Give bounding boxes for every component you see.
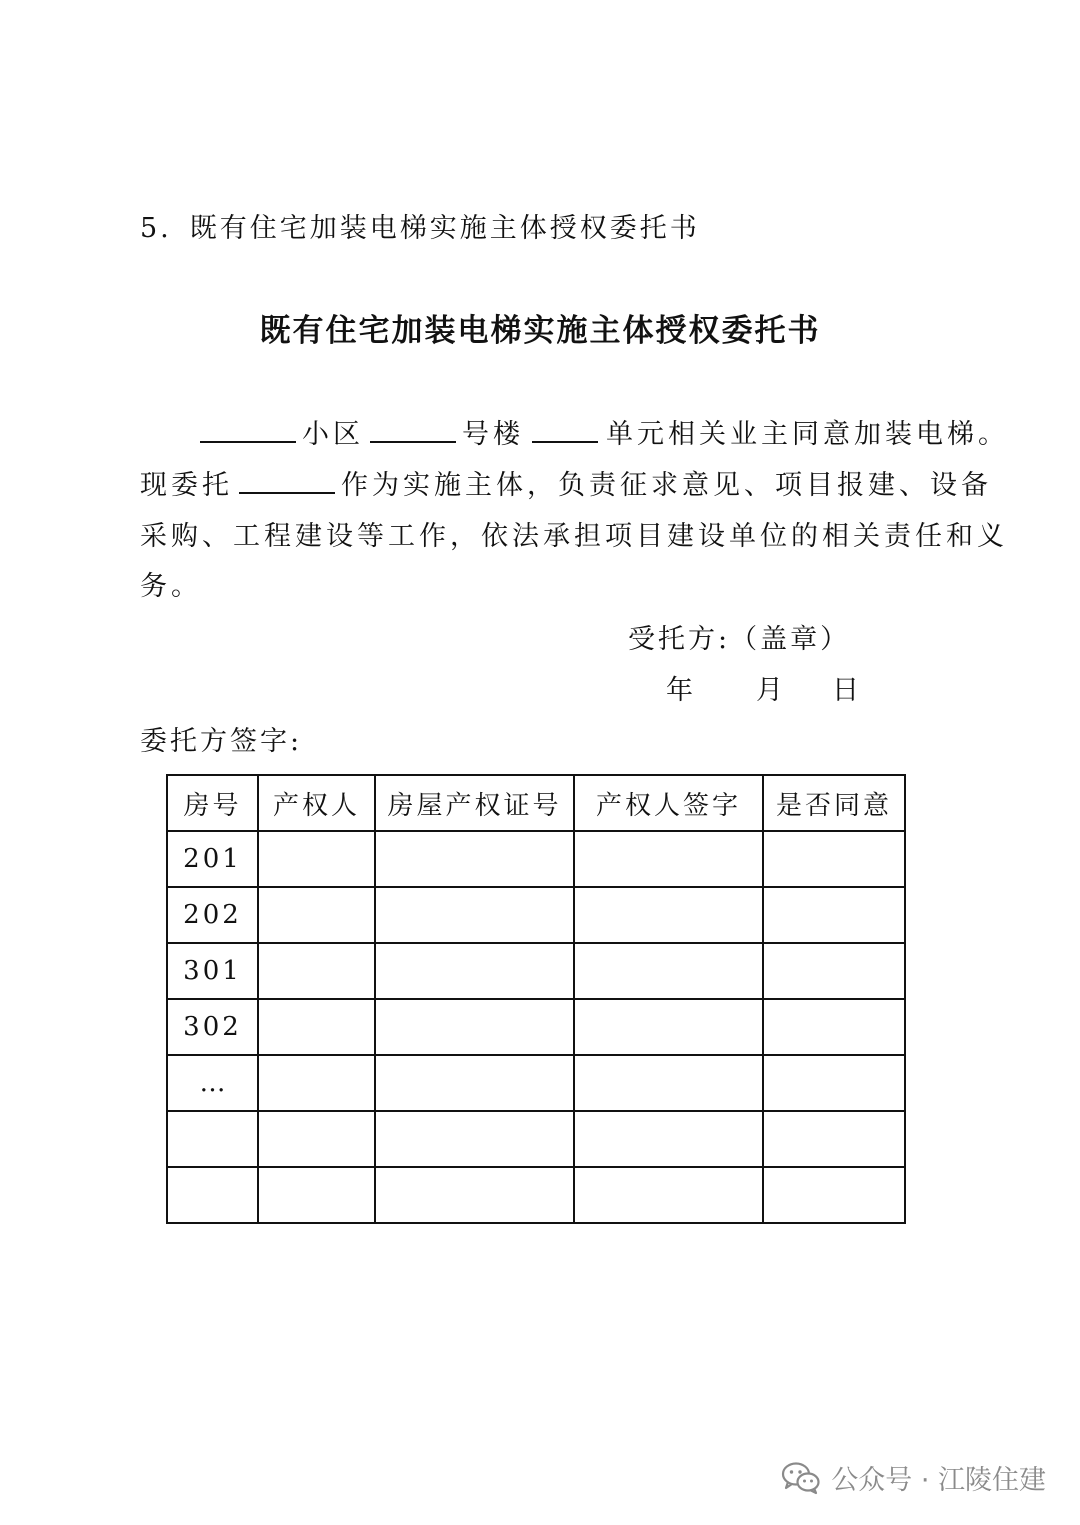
paragraph-line-3: 采购、工程建设等工作，依法承担项目建设单位的相关责任和义 <box>140 521 1008 552</box>
section-heading <box>140 206 700 245</box>
room-number-cell: 202 <box>167 887 258 943</box>
owner-cell[interactable] <box>258 1055 375 1111</box>
signature-cell[interactable] <box>574 1167 763 1223</box>
signature-cell[interactable] <box>574 831 763 887</box>
community-name-blank[interactable] <box>200 417 296 443</box>
section-number: 5. <box>140 213 172 244</box>
owner-cell[interactable] <box>258 1167 375 1223</box>
owner-cell[interactable] <box>258 943 375 999</box>
date-year-label: 年 <box>666 675 696 706</box>
certificate-cell[interactable] <box>375 1111 574 1167</box>
header-agree: 是否同意 <box>763 775 905 831</box>
room-number-cell: 201 <box>167 831 258 887</box>
owner-cell[interactable] <box>258 999 375 1055</box>
certificate-cell[interactable] <box>375 887 574 943</box>
paragraph-text: 作为实施主体，负责征求意见、项目报建、设备 <box>341 470 992 501</box>
signature-cell[interactable] <box>574 887 763 943</box>
signature-cell[interactable] <box>574 1111 763 1167</box>
room-number-cell: 301 <box>167 943 258 999</box>
signature-cell[interactable] <box>574 1055 763 1111</box>
signature-cell[interactable] <box>574 943 763 999</box>
table-row <box>167 887 905 943</box>
header-owner: 产权人 <box>258 775 375 831</box>
header-property-certificate: 房屋产权证号 <box>375 775 574 831</box>
certificate-cell[interactable] <box>375 1055 574 1111</box>
paragraph-text: 现委托 <box>140 470 233 501</box>
header-room-number: 房号 <box>167 775 258 831</box>
building-number-blank[interactable] <box>370 417 456 443</box>
table-row <box>167 1055 905 1111</box>
agree-cell[interactable] <box>763 1167 905 1223</box>
certificate-cell[interactable] <box>375 831 574 887</box>
room-number-cell: … <box>167 1055 258 1111</box>
table-row <box>167 1167 905 1223</box>
owner-cell[interactable] <box>258 831 375 887</box>
agree-cell[interactable] <box>763 831 905 887</box>
date-month-label: 月 <box>756 675 786 706</box>
date-day-label: 日 <box>832 675 862 706</box>
trustee-seal-label: 受托方:（盖章） <box>628 624 851 655</box>
wechat-icon <box>781 1461 821 1495</box>
paragraph-line-2 <box>140 463 992 502</box>
table-row <box>167 943 905 999</box>
paragraph-text: 单元相关业主同意加装电梯。 <box>606 419 1009 450</box>
document-title: 既有住宅加装电梯实施主体授权委托书 <box>259 313 821 349</box>
agree-cell[interactable] <box>763 1111 905 1167</box>
paragraph-line-1 <box>200 412 1009 451</box>
unit-number-blank[interactable] <box>532 417 598 443</box>
room-number-cell: 302 <box>167 999 258 1055</box>
header-owner-signature: 产权人签字 <box>574 775 763 831</box>
client-signature-label: 委托方签字: <box>140 726 303 757</box>
room-number-cell[interactable] <box>167 1111 258 1167</box>
watermark-text: 公众号 · 江陵住建 <box>831 1465 1046 1496</box>
trustee-date <box>666 668 862 707</box>
owner-cell[interactable] <box>258 1111 375 1167</box>
table-row <box>167 1111 905 1167</box>
paragraph-line-4: 务。 <box>140 571 202 602</box>
watermark <box>781 1458 1046 1497</box>
table-header-row <box>167 775 905 831</box>
agree-cell[interactable] <box>763 999 905 1055</box>
paragraph-text: 号楼 <box>462 419 524 450</box>
paragraph-text: 小区 <box>302 419 364 450</box>
table-row <box>167 831 905 887</box>
certificate-cell[interactable] <box>375 999 574 1055</box>
signature-cell[interactable] <box>574 999 763 1055</box>
implementing-entity-blank[interactable] <box>239 468 335 494</box>
room-number-cell[interactable] <box>167 1167 258 1223</box>
table-row <box>167 999 905 1055</box>
section-heading-text: 既有住宅加装电梯实施主体授权委托书 <box>189 213 700 244</box>
agree-cell[interactable] <box>763 1055 905 1111</box>
agree-cell[interactable] <box>763 943 905 999</box>
owner-cell[interactable] <box>258 887 375 943</box>
owner-signature-table <box>166 774 906 1224</box>
agree-cell[interactable] <box>763 887 905 943</box>
certificate-cell[interactable] <box>375 1167 574 1223</box>
certificate-cell[interactable] <box>375 943 574 999</box>
